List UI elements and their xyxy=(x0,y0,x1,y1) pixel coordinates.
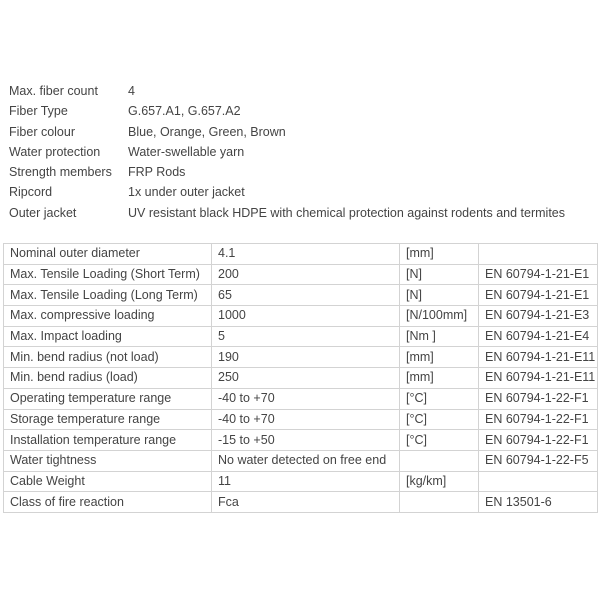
spec-value: 4 xyxy=(128,84,135,98)
spec-value: G.657.A1, G.657.A2 xyxy=(128,104,241,119)
value-cell: -40 to +70 xyxy=(212,409,400,430)
spec-value: Water-swellable yarn xyxy=(128,144,245,159)
standard-cell xyxy=(479,244,598,265)
value-cell: 4.1 xyxy=(212,244,400,265)
value-cell: Fca xyxy=(212,492,400,513)
standard-cell: EN 60794-1-21-E11 xyxy=(479,347,598,368)
parameter-cell: Max. Tensile Loading (Short Term) xyxy=(4,264,212,285)
spec-row-outer-jacket xyxy=(9,203,594,223)
table-row xyxy=(4,244,598,265)
table-row xyxy=(4,368,598,389)
standard-cell: EN 60794-1-22-F1 xyxy=(479,409,598,430)
spec-label: Ripcord xyxy=(9,185,53,200)
table-row xyxy=(4,306,598,327)
unit-cell: [°C] xyxy=(400,388,479,409)
spec-row-max-fiber-count xyxy=(9,81,594,101)
parameter-cell: Max. Impact loading xyxy=(4,326,212,347)
unit-cell: [mm] xyxy=(400,368,479,389)
table-row xyxy=(4,388,598,409)
table-row xyxy=(4,285,598,306)
unit-cell xyxy=(400,492,479,513)
value-cell: 200 xyxy=(212,264,400,285)
parameter-cell: Storage temperature range xyxy=(4,409,212,430)
standard-cell: EN 60794-1-21-E4 xyxy=(479,326,598,347)
standard-cell: EN 60794-1-22-F5 xyxy=(479,450,598,471)
spec-value: Blue, Orange, Green, Brown xyxy=(128,124,286,139)
parameter-cell: Max. Tensile Loading (Long Term) xyxy=(4,285,212,306)
parameter-cell: Water tightness xyxy=(4,450,212,471)
value-cell: 250 xyxy=(212,368,400,389)
value-cell: -15 to +50 xyxy=(212,430,400,451)
spec-label: Fiber colour xyxy=(9,124,75,139)
standard-cell xyxy=(479,471,598,492)
parameter-cell: Nominal outer diameter xyxy=(4,244,212,265)
unit-cell: [N] xyxy=(400,264,479,285)
value-cell: No water detected on free end xyxy=(212,450,400,471)
spec-label: Outer jacket xyxy=(9,205,77,220)
spec-row-ripcord xyxy=(9,182,594,202)
standard-cell: EN 60794-1-21-E3 xyxy=(479,306,598,327)
spec-value: 1x under outer jacket xyxy=(128,185,245,200)
table-row xyxy=(4,492,598,513)
unit-cell: [°C] xyxy=(400,409,479,430)
table-row xyxy=(4,430,598,451)
parameter-cell: Min. bend radius (not load) xyxy=(4,347,212,368)
spec-value: FRP Rods xyxy=(128,165,186,180)
table-row xyxy=(4,471,598,492)
spec-label: Strength members xyxy=(9,165,112,180)
spec-row-strength-members xyxy=(9,162,594,182)
unit-cell xyxy=(400,450,479,471)
technical-data-table xyxy=(3,243,598,513)
spec-label: Max. fiber count xyxy=(9,84,98,98)
spec-value: UV resistant black HDPE with chemical protection against rodents and termites xyxy=(128,205,565,220)
value-cell: 11 xyxy=(212,471,400,492)
parameter-cell: Cable Weight xyxy=(4,471,212,492)
spec-label: Fiber Type xyxy=(9,104,68,119)
standard-cell: EN 60794-1-21-E1 xyxy=(479,264,598,285)
unit-cell: [N/100mm] xyxy=(400,306,479,327)
parameter-cell: Class of fire reaction xyxy=(4,492,212,513)
cable-specification-list xyxy=(9,81,594,223)
table-row xyxy=(4,347,598,368)
standard-cell: EN 60794-1-21-E1 xyxy=(479,285,598,306)
parameter-cell: Installation temperature range xyxy=(4,430,212,451)
spec-row-water-protection xyxy=(9,142,594,162)
unit-cell: [mm] xyxy=(400,244,479,265)
table-row xyxy=(4,326,598,347)
standard-cell: EN 60794-1-21-E11 xyxy=(479,368,598,389)
unit-cell: [N] xyxy=(400,285,479,306)
standard-cell: EN 60794-1-22-F1 xyxy=(479,388,598,409)
unit-cell: [mm] xyxy=(400,347,479,368)
parameter-cell: Operating temperature range xyxy=(4,388,212,409)
table-row xyxy=(4,409,598,430)
value-cell: 5 xyxy=(212,326,400,347)
value-cell: -40 to +70 xyxy=(212,388,400,409)
spec-label: Water protection xyxy=(9,144,101,159)
spec-row-fiber-type xyxy=(9,101,594,121)
parameter-cell: Max. compressive loading xyxy=(4,306,212,327)
value-cell: 190 xyxy=(212,347,400,368)
spec-row-fiber-colour xyxy=(9,122,594,142)
unit-cell: [°C] xyxy=(400,430,479,451)
standard-cell: EN 60794-1-22-F1 xyxy=(479,430,598,451)
unit-cell: [Nm ] xyxy=(400,326,479,347)
table-row xyxy=(4,264,598,285)
parameter-cell: Min. bend radius (load) xyxy=(4,368,212,389)
value-cell: 1000 xyxy=(212,306,400,327)
standard-cell: EN 13501-6 xyxy=(479,492,598,513)
table-row xyxy=(4,450,598,471)
unit-cell: [kg/km] xyxy=(400,471,479,492)
value-cell: 65 xyxy=(212,285,400,306)
